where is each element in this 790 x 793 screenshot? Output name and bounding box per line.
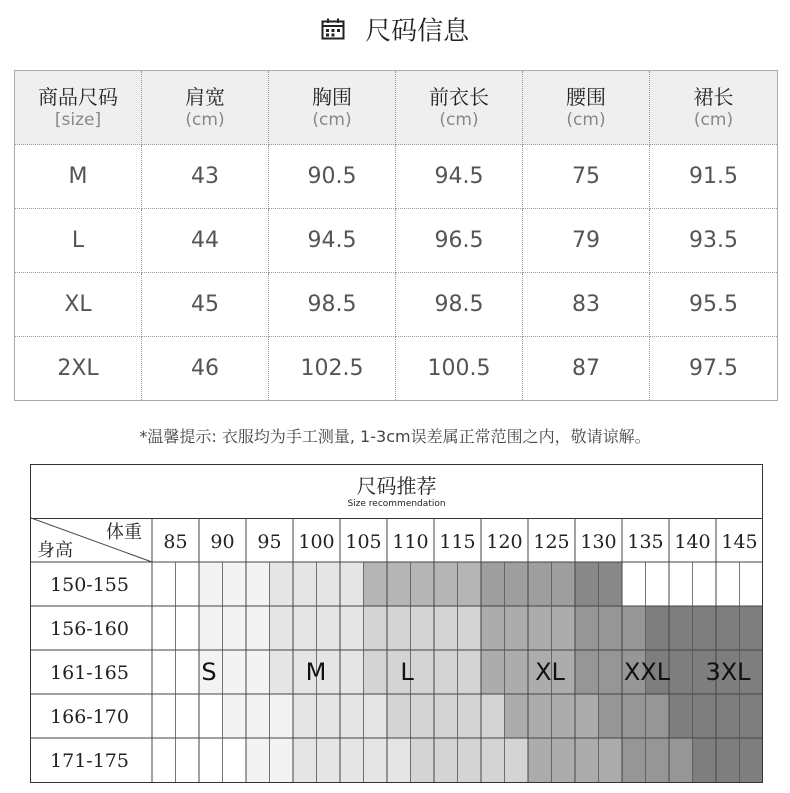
recommendation-subtitle: Size recommendation (347, 499, 446, 509)
table-row (15, 145, 778, 209)
weight-tick-label: 135 (627, 531, 664, 553)
size-label: XXL (623, 658, 671, 686)
size-region-fill (622, 738, 693, 782)
table-cell: 102.5 (269, 337, 396, 401)
size-region-fill (199, 562, 270, 606)
table-cell: 44 (142, 209, 269, 273)
page-title-text: 尺码信息 (365, 16, 470, 47)
table-cell: 46 (142, 337, 269, 401)
size-label: S (201, 658, 217, 686)
table-cell: 83 (523, 273, 650, 337)
table-cell: 91.5 (650, 145, 778, 209)
page-title (0, 14, 790, 48)
weight-tick-label: 145 (721, 531, 758, 553)
size-region-fill (387, 694, 505, 738)
weight-tick-label: 130 (580, 531, 617, 553)
table-cell: 93.5 (650, 209, 778, 273)
size-recommendation-panel (30, 464, 763, 783)
table-cell: 2XL (15, 337, 142, 401)
table-row (15, 337, 778, 401)
weight-tick-label: 85 (163, 531, 188, 553)
table-cell: 95.5 (650, 273, 778, 337)
table-cell: L (15, 209, 142, 273)
header-front-length: 前衣长 (cm) (396, 71, 523, 145)
table-cell: 97.5 (650, 337, 778, 401)
size-region-fill (364, 650, 482, 694)
table-cell: M (15, 145, 142, 209)
height-tick-label: 171-175 (50, 750, 129, 772)
size-region-fill (223, 694, 294, 738)
weight-tick-label: 120 (486, 531, 523, 553)
table-cell: 79 (523, 209, 650, 273)
header-skirt-length: 裙长 (cm) (650, 71, 778, 145)
size-region-fill (575, 606, 646, 650)
size-region-fill (693, 738, 763, 782)
size-table-header-row (15, 71, 778, 145)
table-cell: 100.5 (396, 337, 523, 401)
weight-tick-label: 140 (674, 531, 711, 553)
measurement-note: *温馨提示: 衣服均为手工测量, 1-3cm误差属正常范围之内，敬请谅解。 (139, 427, 651, 446)
weight-tick-label: 125 (533, 531, 570, 553)
header-waist: 腰围 (cm) (523, 71, 650, 145)
header-size: 商品尺码 [size] (15, 71, 142, 145)
table-cell: 94.5 (269, 209, 396, 273)
size-table (14, 70, 778, 401)
table-row (15, 273, 778, 337)
size-label: XL (535, 658, 565, 686)
height-tick-label: 150-155 (50, 574, 129, 596)
recommendation-grid (31, 465, 762, 782)
weight-tick-label: 90 (210, 531, 235, 553)
size-label: L (400, 658, 414, 686)
weight-tick-label: 100 (298, 531, 335, 553)
table-cell: 98.5 (269, 273, 396, 337)
size-label: M (305, 658, 327, 686)
size-region-fill (411, 738, 529, 782)
header-shoulder: 肩宽 (cm) (142, 71, 269, 145)
height-tick-label: 161-165 (50, 662, 129, 684)
weight-tick-label: 110 (392, 531, 429, 553)
height-tick-label: 166-170 (50, 706, 129, 728)
size-region-fill (599, 694, 670, 738)
size-region-fill (199, 606, 270, 650)
table-cell: 87 (523, 337, 650, 401)
weight-tick-label: 115 (439, 531, 476, 553)
table-cell: 43 (142, 145, 269, 209)
size-region-fill (293, 738, 411, 782)
weight-axis-label: 体重 (106, 522, 142, 543)
height-axis-label: 身高 (37, 540, 73, 561)
table-cell: 96.5 (396, 209, 523, 273)
size-region-fill (364, 606, 482, 650)
size-label: 3XL (705, 658, 751, 686)
table-cell: 75 (523, 145, 650, 209)
calendar-icon (321, 15, 345, 49)
weight-tick-label: 95 (257, 531, 282, 553)
table-cell: 45 (142, 273, 269, 337)
table-row (15, 209, 778, 273)
table-cell: 90.5 (269, 145, 396, 209)
size-region-fill (646, 606, 763, 650)
table-cell: 94.5 (396, 145, 523, 209)
table-cell: XL (15, 273, 142, 337)
recommendation-title: 尺码推荐 (356, 474, 437, 498)
height-tick-label: 156-160 (50, 618, 129, 640)
weight-tick-label: 105 (345, 531, 382, 553)
size-region-fill (364, 562, 482, 606)
header-bust: 胸围 (cm) (269, 71, 396, 145)
table-cell: 98.5 (396, 273, 523, 337)
